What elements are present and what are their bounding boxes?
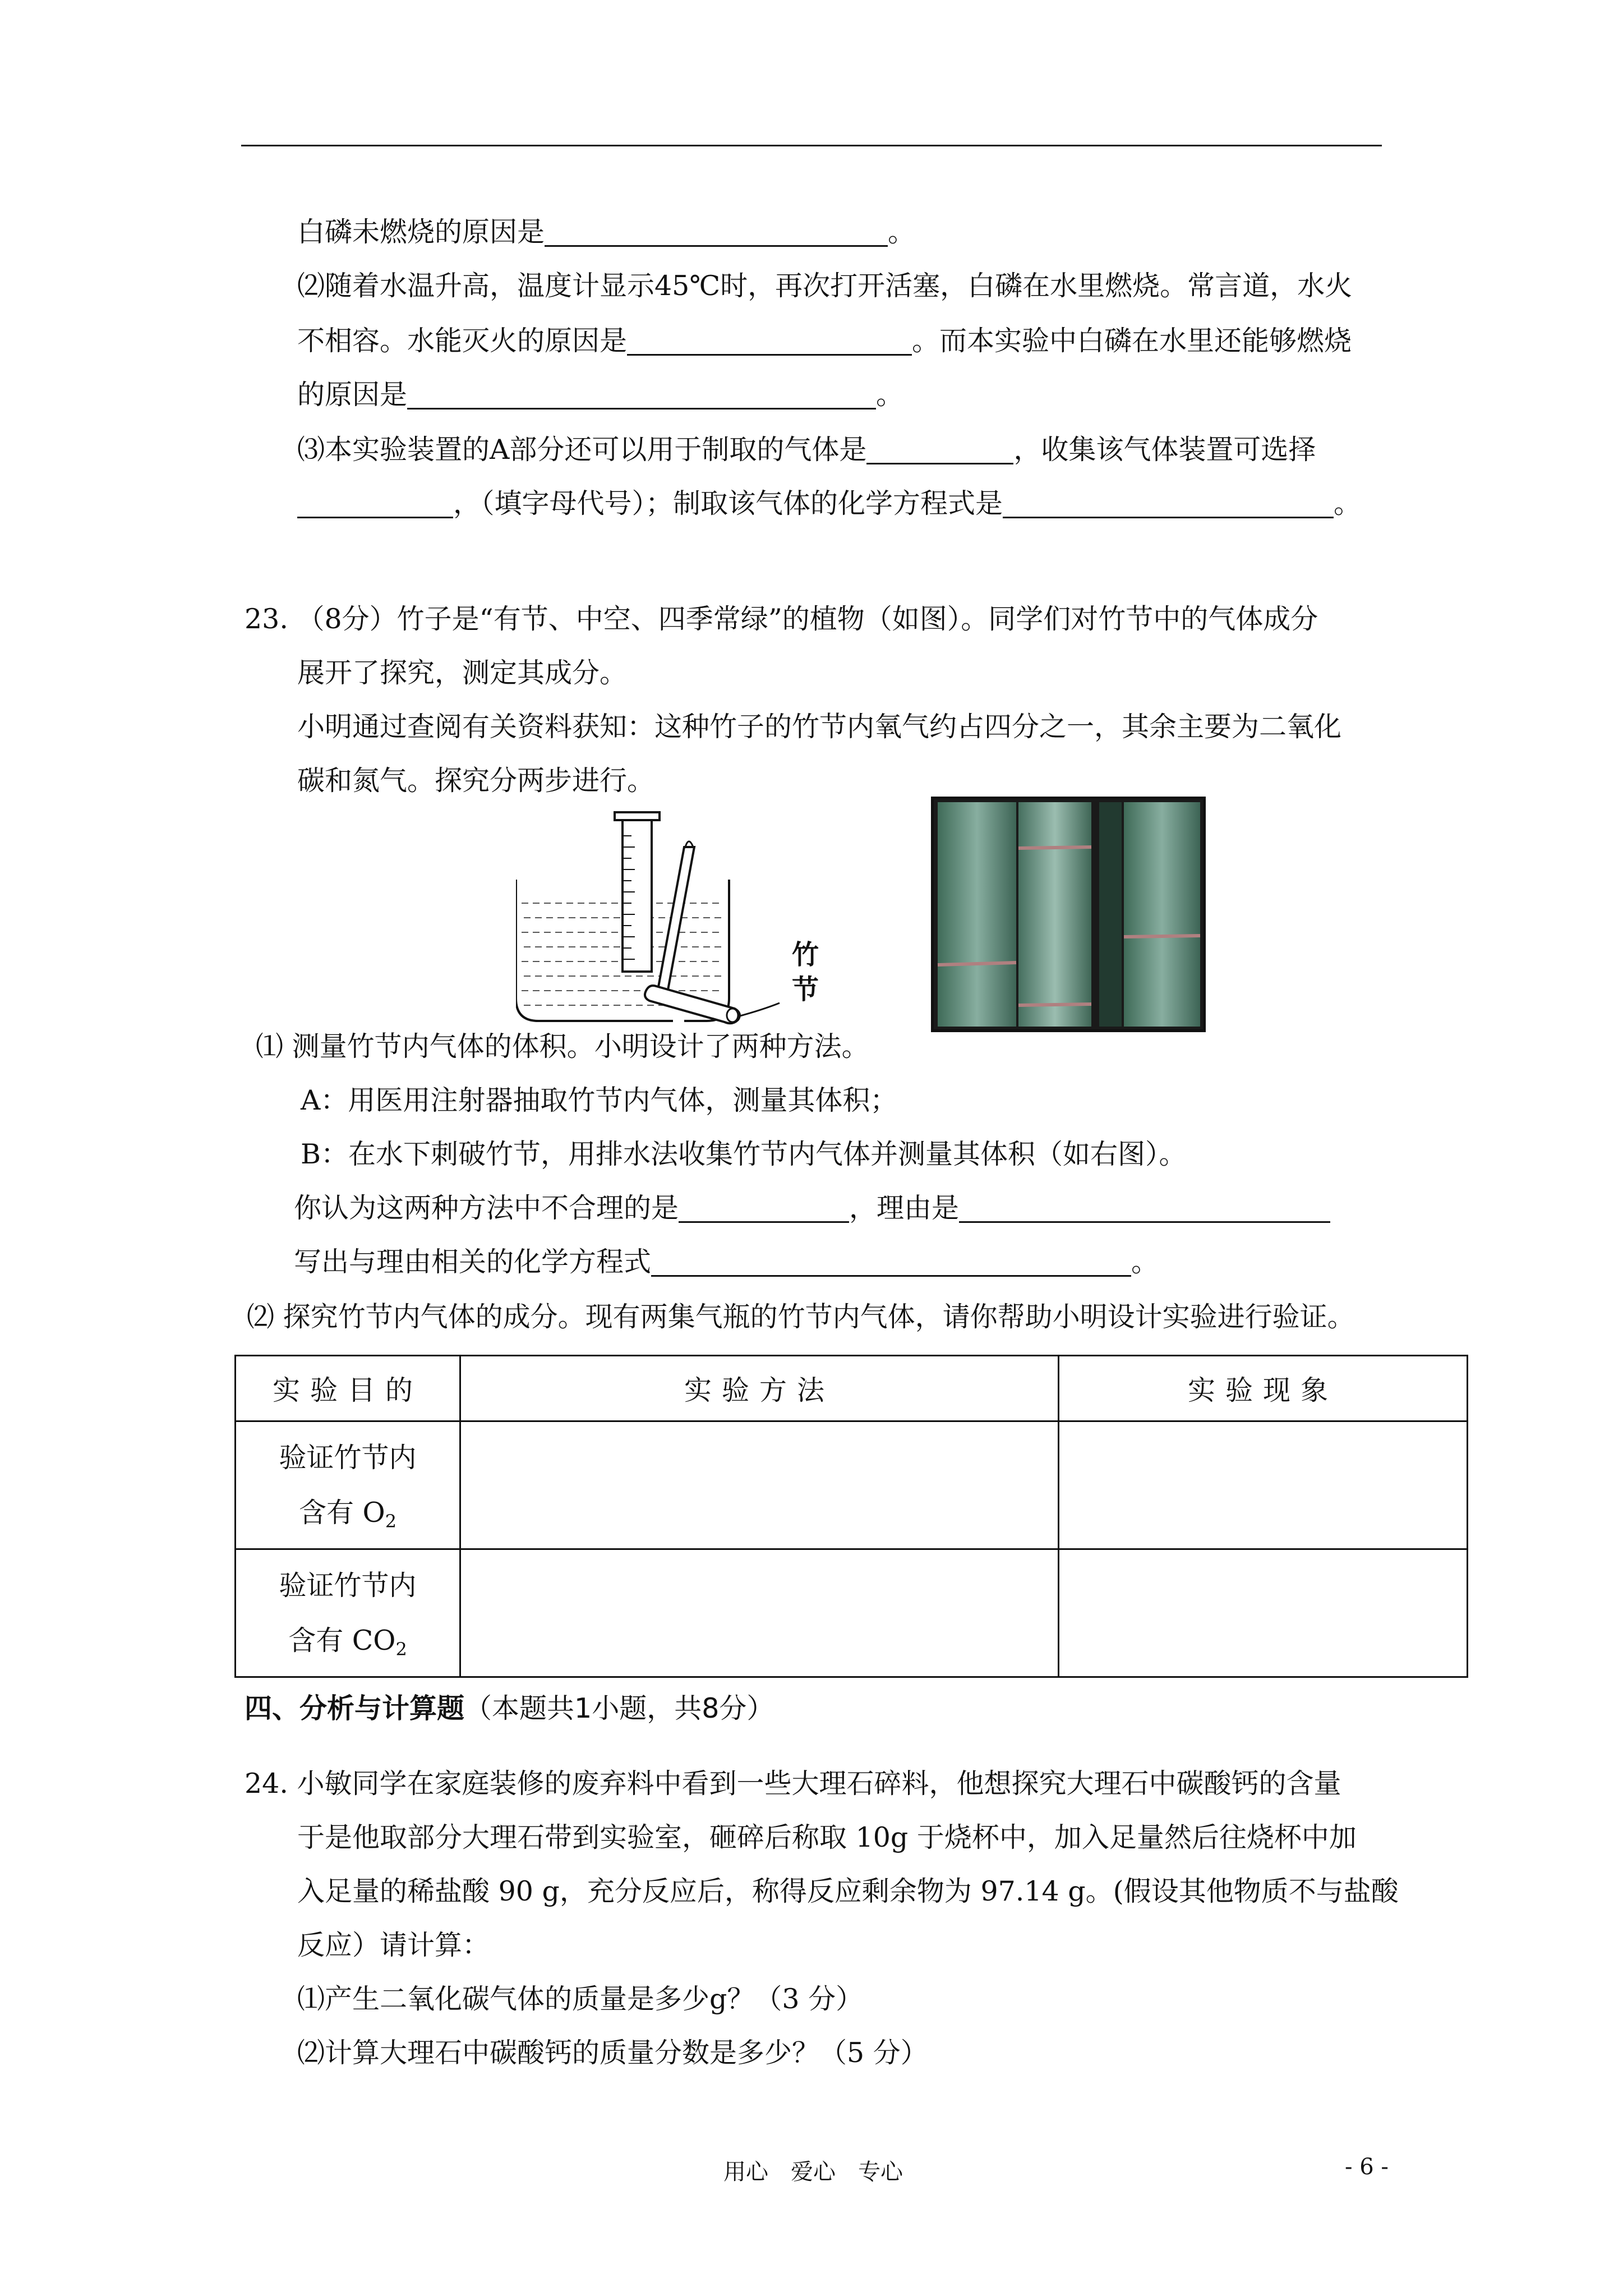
header-rule	[241, 145, 1382, 146]
q22-line-1: 白磷未燃烧的原因是 。	[297, 216, 916, 248]
answer-blank[interactable]	[407, 381, 876, 409]
q23-part1-equation: 写出与理由相关的化学方程式 。	[294, 1246, 1159, 1278]
answer-blank[interactable]	[679, 1194, 849, 1223]
q23-part1-option-b: B：在水下刺破竹节，用排水法收集竹节内气体并测量其体积（如右图）。	[301, 1138, 1187, 1170]
q23-part2-intro: ⑵ 探究竹节内气体的成分。现有两集气瓶的竹节内气体，请你帮助小明设计实验进行验证。	[247, 1301, 1355, 1333]
q23-part1-intro: ⑴ 测量竹节内气体的体积。小明设计了两种方法。	[256, 1030, 869, 1062]
table-row	[236, 1421, 1468, 1549]
bamboo-photo	[931, 797, 1206, 1032]
answer-blank[interactable]	[866, 436, 1013, 464]
figure-label-jie: 节	[792, 974, 819, 1005]
phenomenon-cell-o2[interactable]	[1059, 1421, 1468, 1549]
answer-blank[interactable]	[651, 1248, 1131, 1277]
header-phenomenon: 实验现象	[1059, 1356, 1468, 1421]
q24-question-1: ⑴产生二氧化碳气体的质量是多少g？（3 分）	[297, 1983, 864, 2015]
q23-part1-option-a: A：用医用注射器抽取竹节内气体，测量其体积；	[301, 1084, 898, 1116]
q23-part1-question: 你认为这两种方法中不合理的是 ，理由是	[294, 1190, 1330, 1226]
q23-line-3: 小明通过查阅有关资料获知：这种竹子的竹节内氧气约占四分之一，其余主要为二氧化	[297, 711, 1342, 743]
header-purpose: 实验目的	[236, 1356, 460, 1421]
q22-line-4: 的原因是 。	[297, 379, 904, 411]
method-cell-o2[interactable]	[460, 1421, 1059, 1549]
table-row	[236, 1549, 1468, 1677]
purpose-cell-co2: 验证竹节内 含有 $CO_2$	[236, 1549, 460, 1677]
section4-heading: 四、分析与计算题（本题共1小题，共8分）	[245, 1692, 774, 1724]
q22-line-5: ⑶本实验装置的A部分还可以用于制取的气体是 ，收集该气体装置可选择	[297, 434, 1316, 466]
method-cell-co2[interactable]	[460, 1549, 1059, 1677]
q24-line-2: 于是他取部分大理石带到实验室，砸碎后称取 10g 于烧杯中，加入足量然后往烧杯中加	[297, 1821, 1357, 1853]
answer-blank[interactable]	[1003, 490, 1334, 518]
experiment-table	[234, 1355, 1468, 1678]
answer-blank[interactable]	[959, 1194, 1330, 1223]
footer-motto: 用心 爱心 专心	[723, 2159, 903, 2185]
purpose-cell-o2: 验证竹节内 含有 $O_2$	[236, 1421, 460, 1549]
figure-label-zhu: 竹	[792, 939, 819, 970]
q24-line-3: 入足量的稀盐酸 90 g，充分反应后，称得反应剩余物为 97.14 g。(假设其他物质不与盐酸	[297, 1875, 1399, 1907]
q24-question-2: ⑵计算大理石中碳酸钙的质量分数是多少？（5 分）	[297, 2037, 928, 2069]
page-number: - 6 -	[1345, 2154, 1389, 2180]
q23-line-4: 碳和氮气。探究分两步进行。	[297, 765, 655, 797]
water-displacement-apparatus-figure	[516, 808, 830, 1032]
q23-line-2: 展开了探究，测定其成分。	[297, 657, 628, 689]
q24-line-1: 24. 小敏同学在家庭装修的废弃料中看到一些大理石碎料，他想探究大理石中碳酸钙的含量	[245, 1768, 1341, 1800]
answer-blank[interactable]	[627, 327, 912, 356]
answer-blank[interactable]	[297, 490, 453, 518]
header-method: 实验方法	[460, 1356, 1059, 1421]
q24-line-4: 反应）请计算：	[297, 1929, 490, 1961]
answer-blank[interactable]	[545, 218, 888, 247]
q22-line-3: 不相容。水能灭火的原因是 。而本实验中白磷在水里还能够燃烧	[297, 325, 1352, 357]
phenomenon-cell-co2[interactable]	[1059, 1549, 1468, 1677]
q23-line-1: 23. （8分）竹子是“有节、中空、四季常绿”的植物（如图）。同学们对竹节中的气体成分	[245, 603, 1318, 635]
q22-line-6: ，（填字母代号）；制取该气体的化学方程式是 。	[297, 486, 1361, 522]
q22-line-2: ⑵随着水温升高，温度计显示45℃时，再次打开活塞，白磷在水里燃烧。常言道，水火	[297, 270, 1353, 302]
